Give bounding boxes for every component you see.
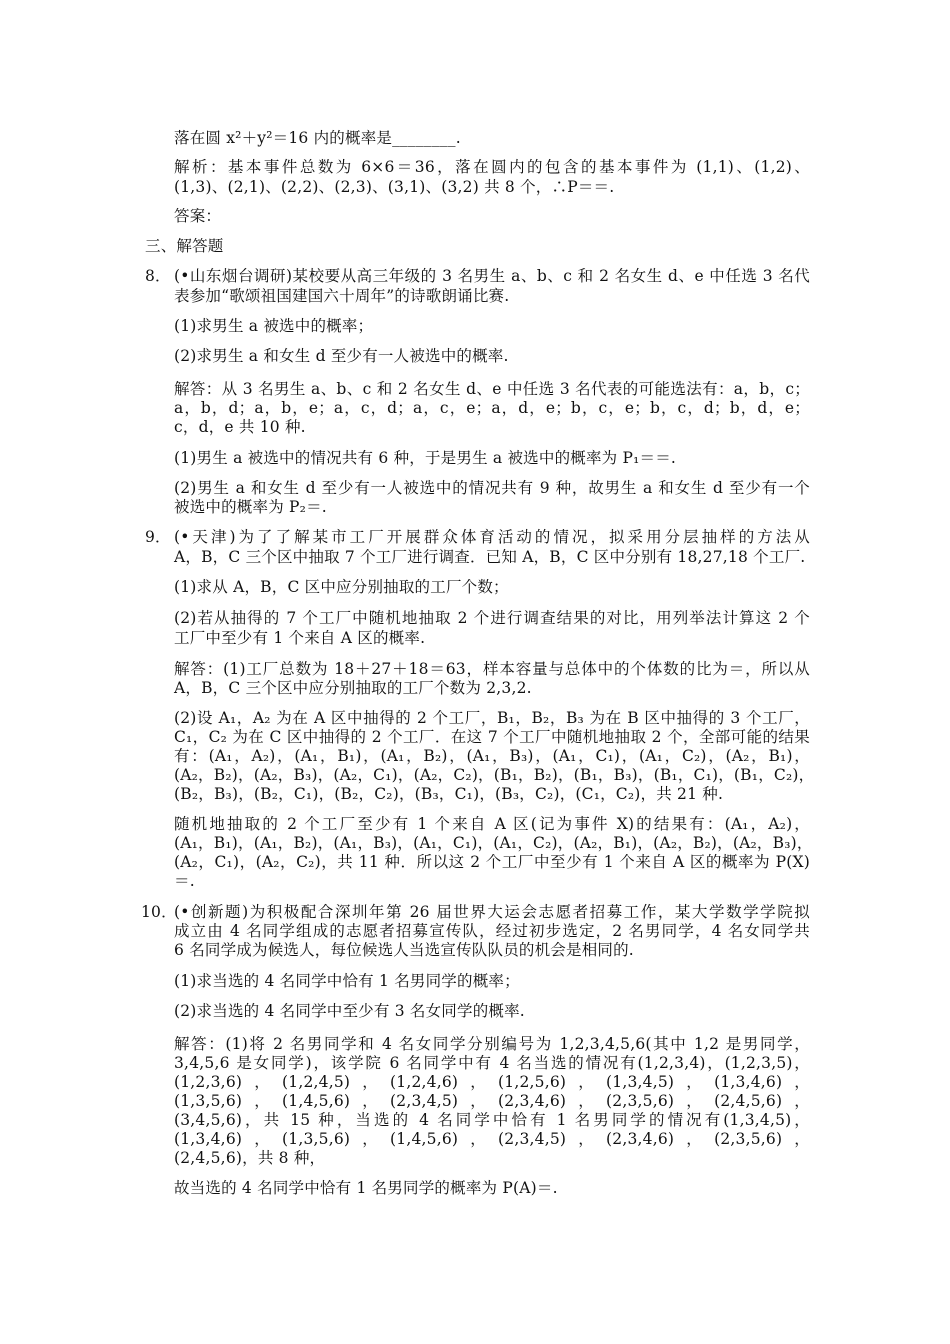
text-line: 解析：基本事件总数为 6×6＝36，落在圆内的包含的基本事件为 (1,1)、(1,2)、: [174, 158, 810, 176]
text-line: (1)求男生 a 被选中的概率；: [174, 317, 374, 335]
text-line: 工厂中至少有 1 个来自 A 区的概率.: [174, 629, 426, 647]
text-line: 被选中的概率为 P₂＝.: [174, 498, 327, 516]
text-line: 故当选的 4 名同学中恰有 1 名男同学的概率为 P(A)＝.: [174, 1179, 558, 1197]
text-line: (•创新题)为积极配合深圳年第 26 届世界大运会志愿者招募工作，某大学数学学院拟: [174, 903, 810, 921]
question-number: 10．: [141, 903, 177, 921]
text-line: a，b，d；a，b，e；a，c，d；a，c，e；a，d，e；b，c，e；b，c，d；b，d，e；: [174, 399, 810, 417]
question-number: 8．: [145, 267, 171, 285]
section-heading: 三、解答题: [145, 237, 224, 255]
text-line: (2)设 A₁，A₂ 为在 A 区中抽得的 2 个工厂，B₁，B₂，B₃ 为在 B 区中抽得的 3 个工厂，: [174, 709, 810, 727]
text-line: (1)男生 a 被选中的情况共有 6 种，于是男生 a 被选中的概率为 P₁＝＝.: [174, 449, 677, 467]
text-line: (1,3,5,6)，(1,4,5,6)，(2,3,4,5)，(2,3,4,6)，(2,3,5,6)，(2,4,5,6)，: [174, 1092, 810, 1110]
text-line: 解答：从 3 名男生 a、b、c 和 2 名女生 d、e 中任选 3 名代表的可能选法有：a，b，c；: [174, 380, 810, 398]
text-line: 落在圆 x²＋y²＝16 内的概率是________.: [174, 129, 461, 147]
text-line: 有：(A₁，A₂)，(A₁，B₁)，(A₁，B₂)，(A₁，B₃)，(A₁，C₁)，(A₁，C₂)，(A₂，B₁)，: [174, 747, 810, 765]
text-line: (B₂，B₃)，(B₂，C₁)，(B₂，C₂)，(B₃，C₁)，(B₃，C₂)，(C₁，C₂)，共 21 种.: [174, 785, 724, 803]
text-line: 3,4,5,6 是女同学)，该学院 6 名同学中有 4 名当选的情况有(1,2,3,4)，(1,2,3,5)，: [174, 1054, 810, 1072]
text-line: 成立由 4 名同学组成的志愿者招募宣传队，经过初步选定，2 名男同学，4 名女同学共: [174, 922, 810, 940]
text-line: (1,3)、(2,1)、(2,2)、(2,3)、(3,1)、(3,2) 共 8 个，∴P＝＝.: [174, 178, 615, 196]
text-line: (2,4,5,6)，共 8 种，: [174, 1149, 326, 1167]
text-line: (3,4,5,6)，共 15 种，当选的 4 名同学中恰有 1 名男同学的情况有(1,3,4,5)，: [174, 1111, 810, 1129]
text-line: 答案：: [174, 207, 222, 225]
text-line: c，d，e 共 10 种.: [174, 418, 306, 436]
text-line: (2)男生 a 和女生 d 至少有一人被选中的情况共有 9 种，故男生 a 和女生 d 至少有一个: [174, 479, 810, 497]
text-line: 随机地抽取的 2 个工厂至少有 1 个来自 A 区(记为事件 X)的结果有：(A₁，A₂)，: [174, 815, 810, 833]
text-line: 解答：(1)将 2 名男同学和 4 名女同学分别编号为 1,2,3,4,5,6(其中 1,2 是男同学，: [174, 1035, 810, 1053]
text-line: (2)求男生 a 和女生 d 至少有一人被选中的概率.: [174, 347, 509, 365]
text-line: (1,3,4,6)，(1,3,5,6)，(1,4,5,6)，(2,3,4,5)，(2,3,4,6)，(2,3,5,6)，: [174, 1130, 810, 1148]
text-line: (A₂，B₂)，(A₂，B₃)，(A₂，C₁)，(A₂，C₂)，(B₁，B₂)，(B₁，B₃)，(B₁，C₁)，(B₁，C₂)，: [174, 766, 815, 784]
text-line: ＝.: [174, 872, 195, 890]
text-line: 表参加“歌颂祖国建国六十周年”的诗歌朗诵比赛.: [174, 287, 510, 305]
text-line: A，B，C 三个区中应分别抽取的工厂个数为 2,3,2.: [174, 679, 532, 697]
text-line: (1)求从 A，B，C 区中应分别抽取的工厂个数；: [174, 578, 509, 596]
text-line: (•天津)为了了解某市工厂开展群众体育活动的情况，拟采用分层抽样的方法从: [174, 528, 810, 546]
text-line: A，B，C 三个区中抽取 7 个工厂进行调查．已知 A，B，C 区中分别有 18,27,18 个工厂.: [174, 548, 806, 566]
text-line: (1)求当选的 4 名同学中恰有 1 名男同学的概率；: [174, 972, 520, 990]
text-line: (A₂，C₁)，(A₂，C₂)，共 11 种．所以这 2 个工厂中至少有 1 个来自 A 区的概率为 P(X): [174, 853, 810, 871]
text-line: (•山东烟台调研)某校要从高三年级的 3 名男生 a、b、c 和 2 名女生 d、e 中任选 3 名代: [174, 267, 810, 285]
text-line: 解答：(1)工厂总数为 18＋27＋18＝63，样本容量与总体中的个体数的比为＝，所以从: [174, 660, 810, 678]
text-line: (2)若从抽得的 7 个工厂中随机地抽取 2 个进行调查结果的对比，用列举法计算这 2 个: [174, 609, 810, 627]
text-line: (A₁，B₁)，(A₁，B₂)，(A₁，B₃)，(A₁，C₁)，(A₁，C₂)，(A₂，B₁)，(A₂，B₂)，(A₂，B₃)，: [174, 834, 813, 852]
question-number: 9．: [145, 528, 171, 546]
text-line: (2)求当选的 4 名同学中至少有 3 名女同学的概率.: [174, 1002, 525, 1020]
text-line: C₁，C₂ 为在 C 区中抽得的 2 个工厂．在这 7 个工厂中随机地抽取 2 个，全部可能的结果: [174, 728, 810, 746]
text-line: (1,2,3,6)，(1,2,4,5)，(1,2,4,6)，(1,2,5,6)，(1,3,4,5)，(1,3,4,6)，: [174, 1073, 810, 1091]
text-line: 6 名同学成为候选人，每位候选人当选宣传队队员的机会是相同的.: [174, 941, 634, 959]
